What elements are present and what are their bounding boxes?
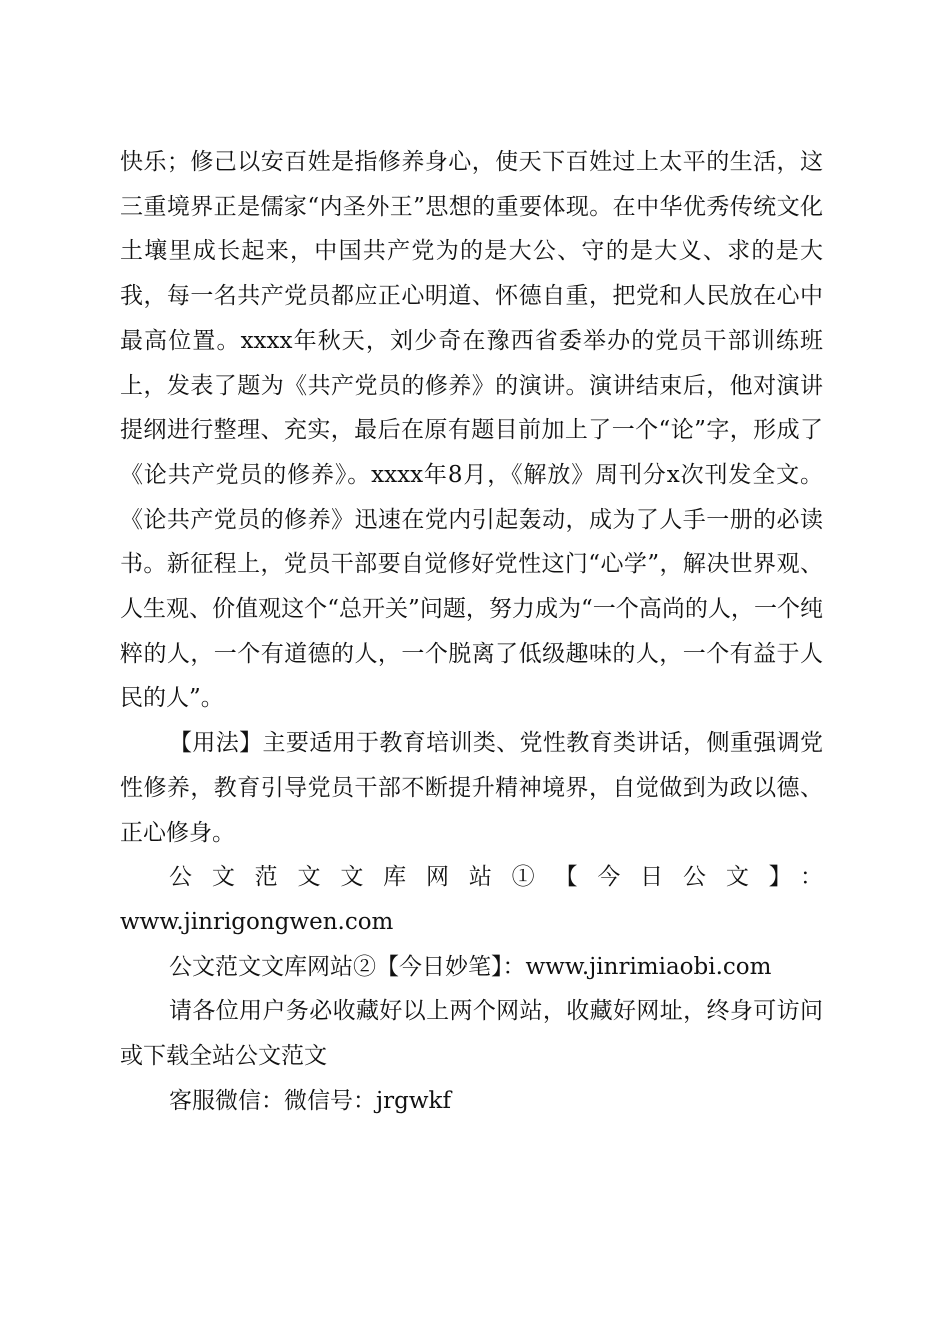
site1-url[interactable]: www.jinrigongwen.com bbox=[120, 908, 394, 935]
bookmark-notice: 请各位用户务必收藏好以上两个网站，收藏好网址，终身可访问或下载全站公文范文 bbox=[120, 998, 823, 1070]
usage-paragraph: 【用法】主要适用于教育培训类、党性教育类讲话，侧重强调党性修养，教育引导党员干部不断提升精神境界，自觉做到为政以德、正心修身。 bbox=[120, 730, 823, 846]
document-page bbox=[120, 140, 823, 1123]
site1-label: 公文范文文库网站①【今日公文】： bbox=[169, 864, 823, 891]
site2-line[interactable]: 公文范文文库网站②【今日妙笔】：www.jinrimiaobi.com bbox=[169, 953, 772, 980]
wechat-contact: 客服微信：微信号：jrgwkf bbox=[169, 1087, 451, 1114]
body-paragraph-1: 快乐；修己以安百姓是指修养身心，使天下百姓过上太平的生活，这三重境界正是儒家“内圣外王”思想的重要体现。在中华优秀传统文化土壤里成长起来，中国共产党为的是大公、守的是大义、求的是大我，每一名共产党员都应正心明道、怀德自重，把党和人民放在心中最高位置。xxxx年秋天，刘少奇在豫西省委举办的党员干部训练班上，发表了题为《共产党员的修养》的演讲。演讲结束后，他对演讲提纲进行整理、充实，最后在原有题目前加上了一个“论”字，形成了《论共产党员的修养》。xxxx年8月，《解放》周刊分x次刊发全文。《论共产党员的修养》迅速在党内引起轰动，成为了人手一册的必读书。新征程上，党员干部要自觉修好党性这门“心学”，解决世界观、人生观、价值观这个“总开关”问题，努力成为“一个高尚的人，一个纯粹的人，一个有道德的人，一个脱离了低级趣味的人，一个有益于人民的人”。 bbox=[120, 149, 823, 712]
